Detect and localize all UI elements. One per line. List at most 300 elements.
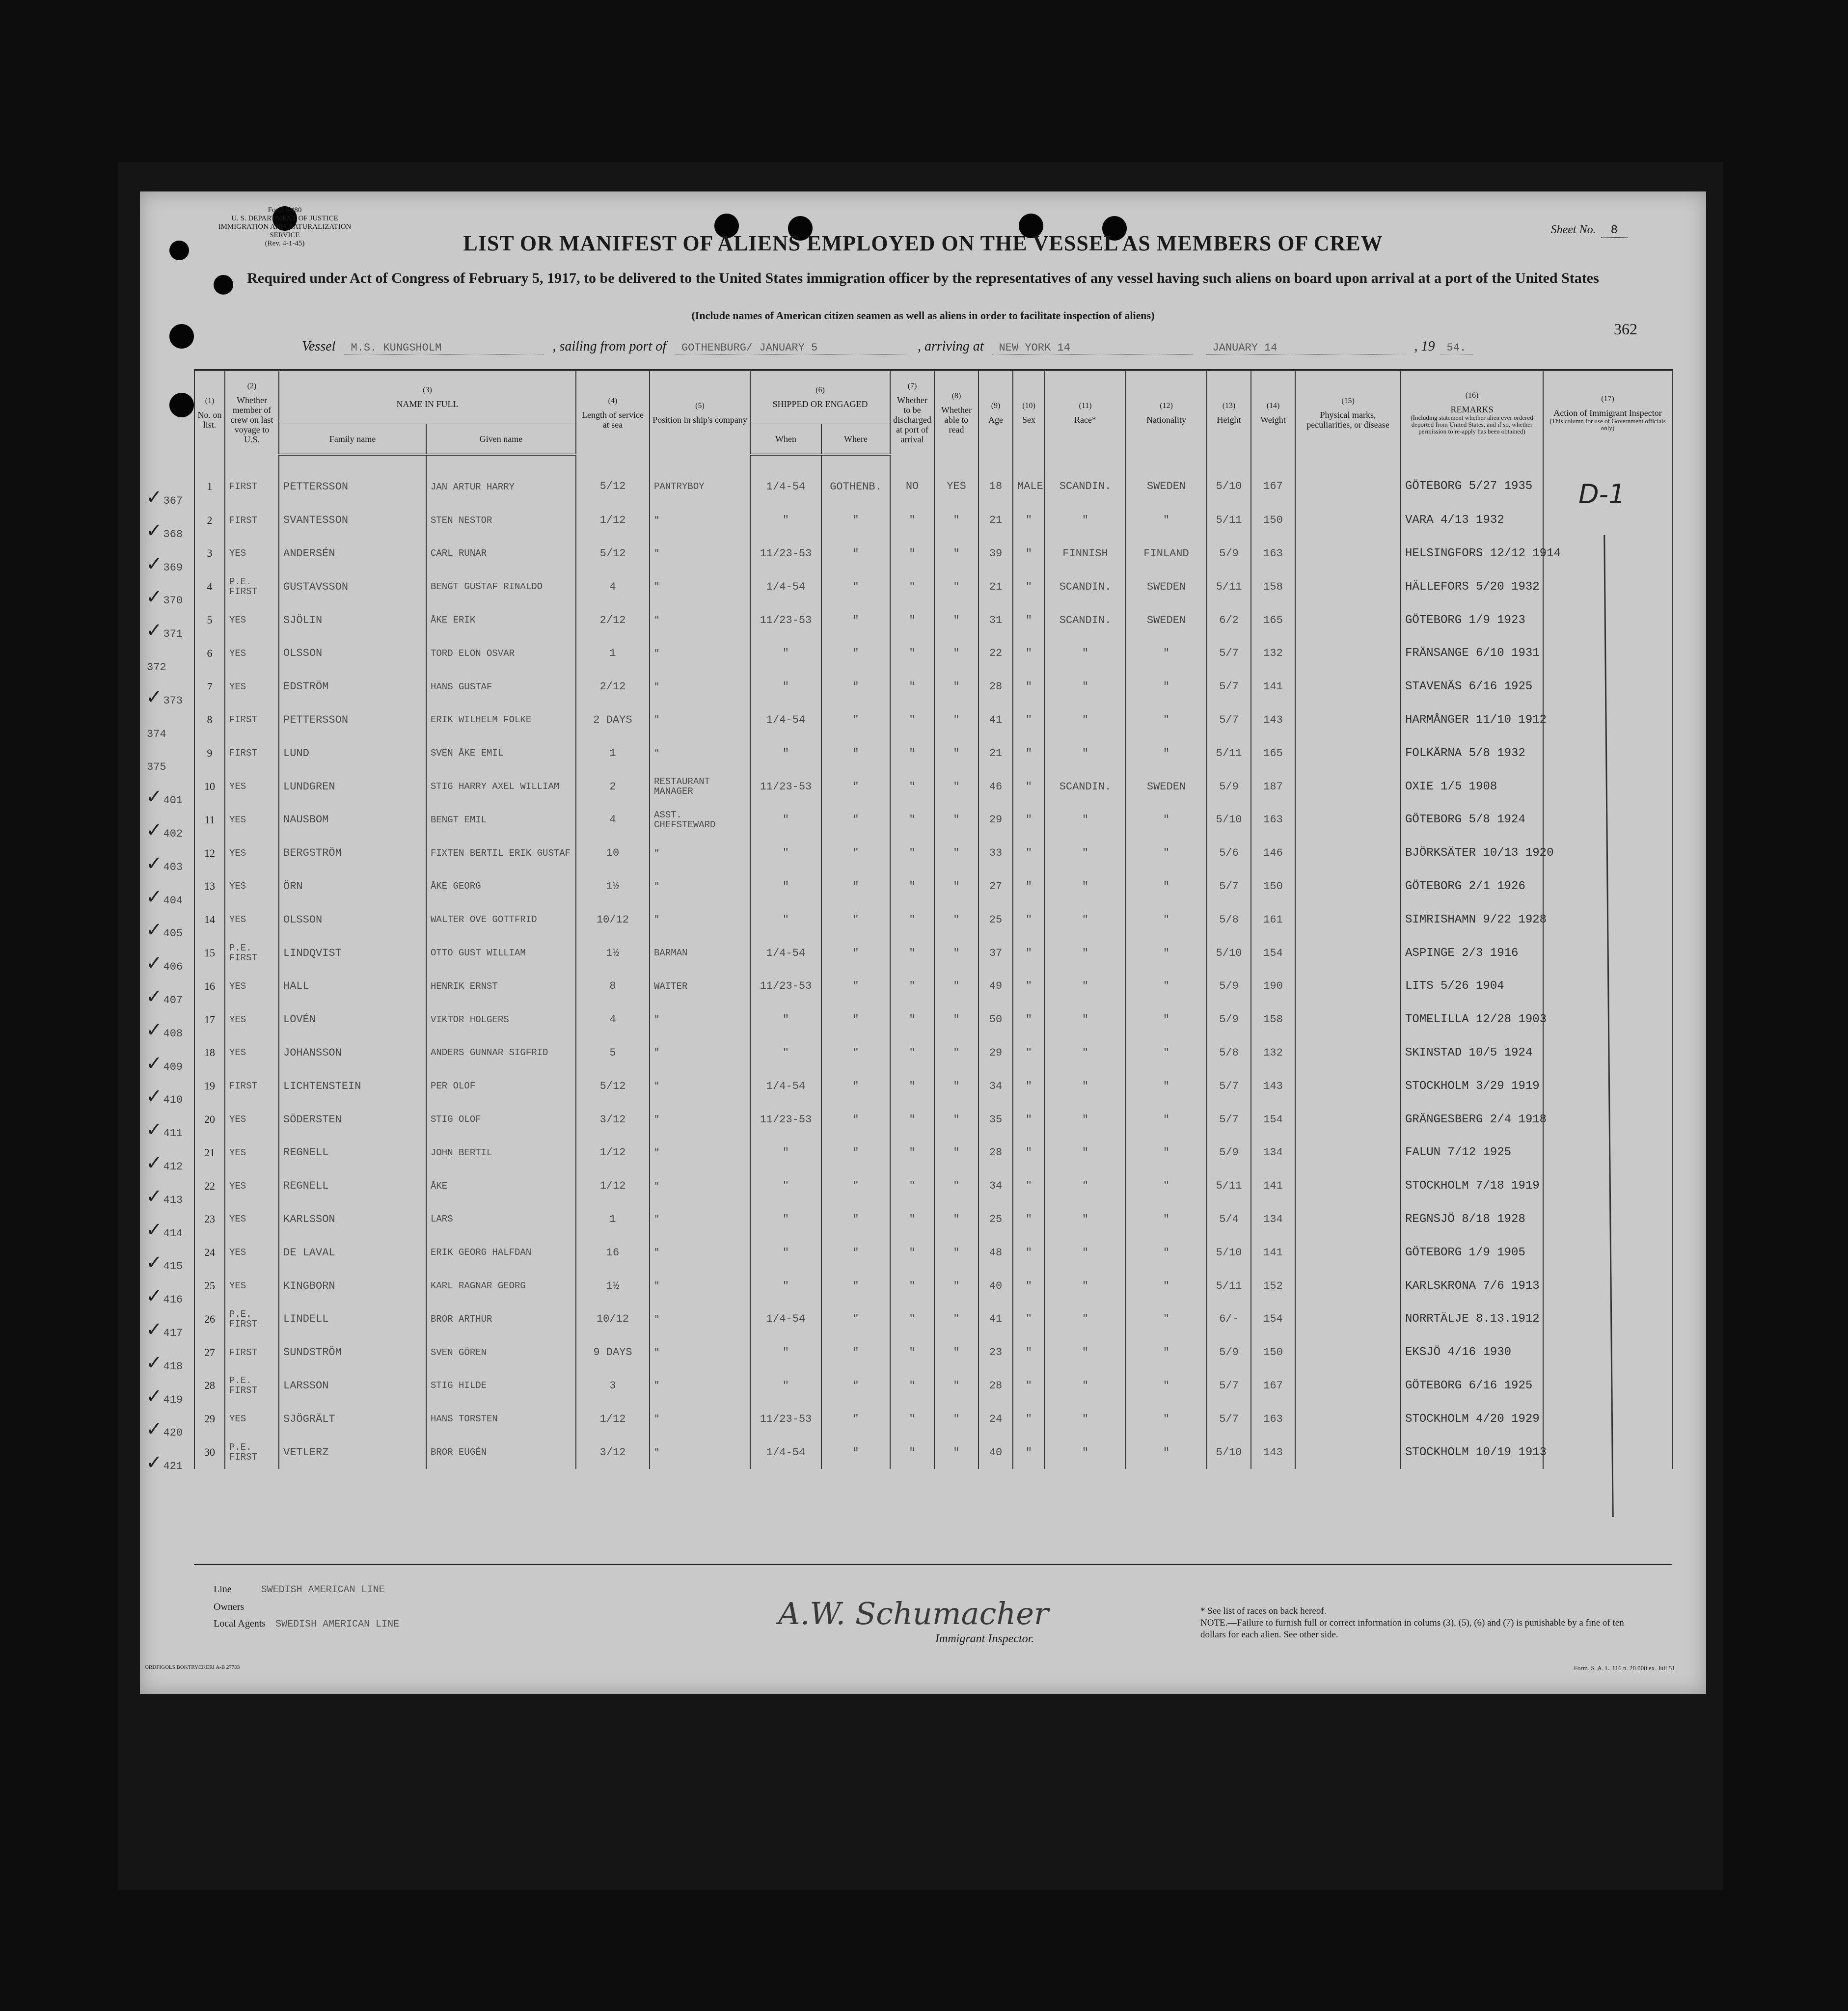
cell-when: " — [750, 504, 821, 537]
cell-nat: " — [1126, 1003, 1207, 1036]
check-icon: ✓ — [146, 1085, 163, 1108]
cell-remarks: OXIE 1/5 1908 — [1401, 770, 1543, 803]
cell-weight: 161 — [1251, 903, 1295, 936]
cell-nat: " — [1126, 970, 1207, 1003]
cell-read: YES — [934, 455, 978, 504]
cell-disch: " — [890, 1369, 934, 1403]
cell-nat: " — [1126, 736, 1207, 770]
tick-mark — [146, 1385, 183, 1408]
cell-family: LARSSON — [279, 1369, 426, 1403]
cell-phys — [1295, 936, 1401, 970]
tick-number: 410 — [163, 1094, 183, 1107]
check-icon: ✓ — [146, 919, 163, 942]
cell-read: " — [934, 570, 978, 603]
tick-number: 375 — [147, 761, 166, 774]
cell-race: " — [1045, 970, 1126, 1003]
tick-number: 412 — [163, 1161, 183, 1173]
cell-remarks: BJÖRKSÄTER 10/13 1920 — [1401, 837, 1543, 870]
col-where: Where — [821, 424, 890, 455]
cell-remarks: FRÄNSANGE 6/10 1931 — [1401, 637, 1543, 670]
tick-mark — [146, 819, 183, 842]
cell-family: LINDQVIST — [279, 936, 426, 970]
cell-no: 25 — [194, 1269, 225, 1303]
cell-crew: YES — [225, 1036, 279, 1070]
cell-given: STIG HARRY AXEL WILLIAM — [426, 770, 576, 803]
check-icon: ✓ — [146, 519, 163, 542]
check-icon: ✓ — [146, 1418, 163, 1441]
cell-remarks: GRÄNGESBERG 2/4 1918 — [1401, 1103, 1543, 1136]
cell-read: " — [934, 1303, 978, 1336]
col-read: (8) Whether able to read — [934, 370, 978, 455]
tick-number: 416 — [163, 1294, 183, 1306]
cell-sex: " — [1013, 1369, 1045, 1403]
cell-race: " — [1045, 1136, 1126, 1169]
cell-given: STEN NESTOR — [426, 504, 576, 537]
cell-remarks: STOCKHOLM 4/20 1929 — [1401, 1402, 1543, 1436]
department: U. S. DEPARTMENT OF JUSTICE — [231, 215, 338, 222]
cell-action — [1543, 637, 1672, 670]
cell-crew: YES — [225, 803, 279, 837]
cell-phys — [1295, 1169, 1401, 1203]
cell-given: LARS — [426, 1203, 576, 1236]
tick-number: 402 — [163, 828, 183, 840]
cell-crew: P.E. FIRST — [225, 1303, 279, 1336]
cell-height: 6/2 — [1207, 603, 1251, 637]
cell-given: ERIK WILHELM FOLKE — [426, 704, 576, 737]
cell-age: 39 — [978, 537, 1013, 571]
cell-nat: " — [1126, 1369, 1207, 1403]
tick-number: 406 — [163, 961, 183, 974]
cell-disch: " — [890, 870, 934, 903]
cell-remarks: ASPINGE 2/3 1916 — [1401, 936, 1543, 970]
cell-given: ÅKE — [426, 1169, 576, 1203]
cell-remarks: REGNSJÖ 8/18 1928 — [1401, 1203, 1543, 1236]
cell-sex: " — [1013, 1069, 1045, 1103]
col-given-name: Given name — [426, 424, 576, 455]
cell-action — [1543, 1236, 1672, 1269]
cell-given: VIKTOR HOLGERS — [426, 1003, 576, 1036]
check-icon: ✓ — [146, 786, 163, 809]
cell-nat: " — [1126, 1103, 1207, 1136]
cell-height: 5/11 — [1207, 504, 1251, 537]
cell-race: " — [1045, 670, 1126, 704]
cell-no: 17 — [194, 1003, 225, 1036]
cell-age: 21 — [978, 570, 1013, 603]
tick-mark — [146, 886, 183, 908]
cell-where: " — [821, 603, 890, 637]
cell-phys — [1295, 570, 1401, 603]
table-row — [194, 704, 1672, 737]
cell-disch: " — [890, 770, 934, 803]
cell-weight: 146 — [1251, 837, 1295, 870]
cell-disch: " — [890, 1069, 934, 1103]
cell-read: " — [934, 1069, 978, 1103]
cell-nat: SWEDEN — [1126, 603, 1207, 637]
cell-phys — [1295, 603, 1401, 637]
tick-number: 369 — [163, 561, 183, 574]
cell-service: 1/12 — [576, 1136, 650, 1169]
table-row — [194, 1136, 1672, 1169]
cell-nat: SWEDEN — [1126, 570, 1207, 603]
tick-number: 409 — [163, 1060, 183, 1073]
cell-nat: " — [1126, 704, 1207, 737]
cell-race: " — [1045, 1402, 1126, 1436]
cell-when: 11/23-53 — [750, 1402, 821, 1436]
cell-when: 11/23-53 — [750, 537, 821, 571]
cell-phys — [1295, 455, 1401, 504]
manifest-sheet — [140, 191, 1706, 1694]
cell-crew: YES — [225, 870, 279, 903]
cell-disch: " — [890, 903, 934, 936]
departure-port: GOTHENBURG/ JANUARY 5 — [675, 342, 909, 354]
tick-mark — [146, 1185, 183, 1208]
subtitle: Required under Act of Congress of February 5, 1917, to be delivered to the United States immigration officer by the representatives of any vessel having such aliens on board upon arrival at a port of the United States — [247, 270, 1599, 286]
cell-family: EDSTRÖM — [279, 670, 426, 704]
cell-race: " — [1045, 1169, 1126, 1203]
line-field: Line SWEDISH AMERICAN LINE — [214, 1584, 385, 1596]
cell-age: 41 — [978, 1303, 1013, 1336]
cell-race: " — [1045, 1269, 1126, 1303]
tick-number: 405 — [163, 927, 183, 940]
col-height: (13) Height — [1207, 370, 1251, 455]
arrival-date: JANUARY 14 — [1206, 342, 1406, 354]
cell-crew: YES — [225, 1269, 279, 1303]
cell-read: " — [934, 704, 978, 737]
tick-mark — [146, 486, 183, 509]
check-icon: ✓ — [146, 885, 163, 908]
cell-height: 5/11 — [1207, 736, 1251, 770]
cell-height: 5/8 — [1207, 1036, 1251, 1070]
cell-age: 24 — [978, 1402, 1013, 1436]
inspector-signature: A.W. Schumacher — [778, 1596, 1049, 1631]
cell-age: 40 — [978, 1436, 1013, 1469]
cell-action — [1543, 670, 1672, 704]
cell-nat: SWEDEN — [1126, 455, 1207, 504]
cell-where: " — [821, 1003, 890, 1036]
agents-field: Local Agents SWEDISH AMERICAN LINE — [214, 1618, 400, 1630]
cell-family: DE LAVAL — [279, 1236, 426, 1269]
cell-phys — [1295, 1402, 1401, 1436]
tick-mark — [146, 1251, 183, 1274]
cell-family: PETTERSSON — [279, 704, 426, 737]
cell-phys — [1295, 1369, 1401, 1403]
cell-disch: " — [890, 1103, 934, 1136]
cell-no: 27 — [194, 1336, 225, 1369]
cell-sex: " — [1013, 1236, 1045, 1269]
table-row — [194, 770, 1672, 803]
check-icon: ✓ — [146, 985, 163, 1008]
cell-weight: 165 — [1251, 603, 1295, 637]
cell-phys — [1295, 803, 1401, 837]
check-icon: ✓ — [146, 486, 163, 509]
cell-age: 34 — [978, 1069, 1013, 1103]
cell-read: " — [934, 970, 978, 1003]
note-penalty: NOTE.—Failure to furnish full or correct information in colums (3), (5), (6) and (7) is punishable by a fine of ten dollars for each alien. See other side. — [1200, 1618, 1624, 1640]
tick-mark — [146, 1352, 183, 1374]
cell-height: 5/9 — [1207, 1336, 1251, 1369]
cell-given: KARL RAGNAR GEORG — [426, 1269, 576, 1303]
cell-when: 11/23-53 — [750, 770, 821, 803]
cell-position: PANTRYBOY — [650, 455, 750, 504]
cell-given: STIG HILDE — [426, 1369, 576, 1403]
cell-given: HENRIK ERNST — [426, 970, 576, 1003]
cell-disch: " — [890, 1169, 934, 1203]
tick-mark — [146, 1285, 183, 1307]
col-crew: (2) Whether member of crew on last voyage to U.S. — [225, 370, 279, 455]
cell-crew: FIRST — [225, 455, 279, 504]
cell-sex: " — [1013, 1103, 1045, 1136]
cell-weight: 150 — [1251, 1336, 1295, 1369]
cell-nat: FINLAND — [1126, 537, 1207, 571]
cell-position: " — [650, 837, 750, 870]
cell-when: " — [750, 1169, 821, 1203]
cell-no: 6 — [194, 637, 225, 670]
cell-given: STIG OLOF — [426, 1103, 576, 1136]
cell-height: 5/9 — [1207, 770, 1251, 803]
cell-race: SCANDIN. — [1045, 570, 1126, 603]
cell-family: OLSSON — [279, 903, 426, 936]
cell-height: 5/10 — [1207, 1436, 1251, 1469]
cell-height: 5/9 — [1207, 1136, 1251, 1169]
cell-height: 5/7 — [1207, 1103, 1251, 1136]
col-remarks: (16) REMARKS (Including statement whether alien ever ordered deported from United States, and if so, whether permission to re-apply has been obtained) — [1401, 370, 1543, 455]
cell-service: 1½ — [576, 1269, 650, 1303]
col-action: (17) Action of Immigrant Inspector (This column for use of Government officials only) — [1543, 370, 1672, 455]
tick-mark — [146, 1052, 183, 1075]
cell-crew: P.E. FIRST — [225, 1369, 279, 1403]
bottom-rule — [194, 1564, 1672, 1565]
cell-when: 1/4-54 — [750, 1069, 821, 1103]
cell-race: " — [1045, 1003, 1126, 1036]
cell-where: " — [821, 1369, 890, 1403]
arrival-port: NEW YORK 14 — [992, 342, 1193, 354]
cell-crew: FIRST — [225, 1336, 279, 1369]
owners-field: Owners — [214, 1602, 245, 1612]
cell-no: 8 — [194, 704, 225, 737]
cell-remarks: HARMÅNGER 11/10 1912 — [1401, 704, 1543, 737]
cell-given: OTTO GUST WILLIAM — [426, 936, 576, 970]
cell-family: SÖDERSTEN — [279, 1103, 426, 1136]
tick-number: 411 — [163, 1127, 183, 1140]
cell-where: " — [821, 1436, 890, 1469]
cell-when: " — [750, 837, 821, 870]
cell-read: " — [934, 1036, 978, 1070]
cell-disch: " — [890, 504, 934, 537]
cell-race: " — [1045, 1236, 1126, 1269]
cell-crew: YES — [225, 670, 279, 704]
tick-number: 420 — [163, 1427, 183, 1440]
cell-no: 13 — [194, 870, 225, 903]
cell-remarks: STOCKHOLM 10/19 1913 — [1401, 1436, 1543, 1469]
cell-no: 26 — [194, 1303, 225, 1336]
table-row — [194, 1269, 1672, 1303]
cell-where: " — [821, 704, 890, 737]
tick-number: 421 — [163, 1460, 183, 1473]
check-icon: ✓ — [146, 1285, 163, 1308]
cell-family: SUNDSTRÖM — [279, 1336, 426, 1369]
cell-given: BROR ARTHUR — [426, 1303, 576, 1336]
cell-age: 33 — [978, 837, 1013, 870]
cell-nat: " — [1126, 1436, 1207, 1469]
year-value: 54. — [1440, 342, 1473, 354]
cell-age: 22 — [978, 637, 1013, 670]
cell-sex: " — [1013, 870, 1045, 903]
cell-no: 3 — [194, 537, 225, 571]
cell-crew: FIRST — [225, 704, 279, 737]
cell-sex: " — [1013, 704, 1045, 737]
cell-no: 30 — [194, 1436, 225, 1469]
cell-crew: YES — [225, 1203, 279, 1236]
tick-number: 413 — [163, 1194, 183, 1206]
cell-remarks: STOCKHOLM 3/29 1919 — [1401, 1069, 1543, 1103]
cell-height: 6/- — [1207, 1303, 1251, 1336]
cell-no: 7 — [194, 670, 225, 704]
cell-service: 1½ — [576, 870, 650, 903]
cell-age: 50 — [978, 1003, 1013, 1036]
cell-phys — [1295, 637, 1401, 670]
cell-height: 5/10 — [1207, 455, 1251, 504]
cell-age: 29 — [978, 803, 1013, 837]
punch-hole — [169, 393, 194, 417]
cell-age: 40 — [978, 1269, 1013, 1303]
tick-number: 374 — [147, 728, 166, 740]
cell-read: " — [934, 637, 978, 670]
cell-where: " — [821, 1269, 890, 1303]
cell-family: LICHTENSTEIN — [279, 1069, 426, 1103]
cell-no: 5 — [194, 603, 225, 637]
cell-read: " — [934, 1003, 978, 1036]
crew-manifest-table — [194, 369, 1673, 1469]
tick-mark — [146, 586, 183, 608]
cell-sex: " — [1013, 1336, 1045, 1369]
cell-action — [1543, 1136, 1672, 1169]
cell-race: " — [1045, 504, 1126, 537]
cell-race: " — [1045, 870, 1126, 903]
cell-weight: 163 — [1251, 803, 1295, 837]
cell-where: " — [821, 803, 890, 837]
cell-family: ANDERSÉN — [279, 537, 426, 571]
cell-crew: YES — [225, 903, 279, 936]
cell-age: 28 — [978, 670, 1013, 704]
table-row — [194, 837, 1672, 870]
cell-phys — [1295, 736, 1401, 770]
cell-where: " — [821, 537, 890, 571]
cell-position: " — [650, 1036, 750, 1070]
cell-disch: " — [890, 670, 934, 704]
cell-given: JAN ARTUR HARRY — [426, 455, 576, 504]
cell-race: " — [1045, 936, 1126, 970]
cell-sex: " — [1013, 970, 1045, 1003]
check-icon: ✓ — [146, 619, 163, 642]
cell-weight: 141 — [1251, 1169, 1295, 1203]
tick-number: 372 — [147, 661, 166, 674]
cell-action — [1543, 537, 1672, 571]
cell-age: 18 — [978, 455, 1013, 504]
punch-hole — [214, 275, 233, 295]
cell-remarks: GÖTEBORG 5/27 1935 — [1401, 455, 1543, 504]
cell-nat: " — [1126, 1402, 1207, 1436]
cell-race: " — [1045, 1436, 1126, 1469]
cell-remarks: GÖTEBORG 6/16 1925 — [1401, 1369, 1543, 1403]
cell-family: SJÖGRÄLT — [279, 1402, 426, 1436]
cell-remarks: SIMRISHAMN 9/22 1928 — [1401, 903, 1543, 936]
cell-read: " — [934, 1169, 978, 1203]
check-icon: ✓ — [146, 1152, 163, 1174]
cell-action — [1543, 1436, 1672, 1469]
cell-sex: " — [1013, 837, 1045, 870]
cell-height: 5/10 — [1207, 803, 1251, 837]
cell-position: " — [650, 504, 750, 537]
cell-nat: " — [1126, 670, 1207, 704]
cell-age: 37 — [978, 936, 1013, 970]
cell-nat: " — [1126, 1236, 1207, 1269]
tick-mark — [146, 952, 183, 975]
cell-when: " — [750, 1036, 821, 1070]
cell-where: " — [821, 1069, 890, 1103]
cell-disch: " — [890, 1036, 934, 1070]
tick-mark — [146, 919, 183, 941]
cell-age: 28 — [978, 1369, 1013, 1403]
cell-when: " — [750, 1236, 821, 1269]
cell-sex: " — [1013, 670, 1045, 704]
cell-weight: 150 — [1251, 870, 1295, 903]
table-row — [194, 803, 1672, 837]
cell-disch: " — [890, 537, 934, 571]
cell-where: " — [821, 637, 890, 670]
cell-read: " — [934, 537, 978, 571]
cell-service: 10 — [576, 837, 650, 870]
table-row — [194, 1402, 1672, 1436]
tick-mark — [146, 1152, 183, 1174]
cell-sex: " — [1013, 537, 1045, 571]
cell-sex: MALE — [1013, 455, 1045, 504]
cell-where: " — [821, 770, 890, 803]
cell-family: KARLSSON — [279, 1203, 426, 1236]
cell-height: 5/11 — [1207, 1269, 1251, 1303]
cell-weight: 134 — [1251, 1203, 1295, 1236]
cell-when: " — [750, 1269, 821, 1303]
check-icon: ✓ — [146, 1251, 163, 1275]
cell-where: " — [821, 504, 890, 537]
cell-crew: YES — [225, 1402, 279, 1436]
col-discharged: (7) Whether to be discharged at port of arrival — [890, 370, 934, 455]
cell-read: " — [934, 903, 978, 936]
cell-weight: 163 — [1251, 537, 1295, 571]
cell-family: JOHANSSON — [279, 1036, 426, 1070]
col-age: (9) Age — [978, 370, 1013, 455]
cell-given: HANS GUSTAF — [426, 670, 576, 704]
printer-mark: ORDFIGOLS BOKTRYCKERI A-B 27703 — [145, 1664, 240, 1670]
cell-disch: " — [890, 736, 934, 770]
table-row — [194, 1303, 1672, 1336]
cell-family: SVANTESSON — [279, 504, 426, 537]
cell-where: " — [821, 570, 890, 603]
cell-weight: 134 — [1251, 1136, 1295, 1169]
col-no: (1) No. on list. — [194, 370, 225, 455]
cell-race: FINNISH — [1045, 537, 1126, 571]
cell-family: REGNELL — [279, 1169, 426, 1203]
instruction: (Include names of American citizen seamen as well as aliens in order to facilitate inspection of aliens) — [691, 309, 1155, 322]
cell-crew: FIRST — [225, 504, 279, 537]
cell-remarks: FOLKÄRNA 5/8 1932 — [1401, 736, 1543, 770]
cell-remarks: HELSINGFORS 12/12 1914 — [1401, 537, 1543, 571]
cell-weight: 132 — [1251, 1036, 1295, 1070]
cell-remarks: GÖTEBORG 5/8 1924 — [1401, 803, 1543, 837]
cell-phys — [1295, 1136, 1401, 1169]
inspector-mark: D-1 — [1578, 479, 1626, 510]
cell-position: " — [650, 670, 750, 704]
cell-read: " — [934, 1236, 978, 1269]
